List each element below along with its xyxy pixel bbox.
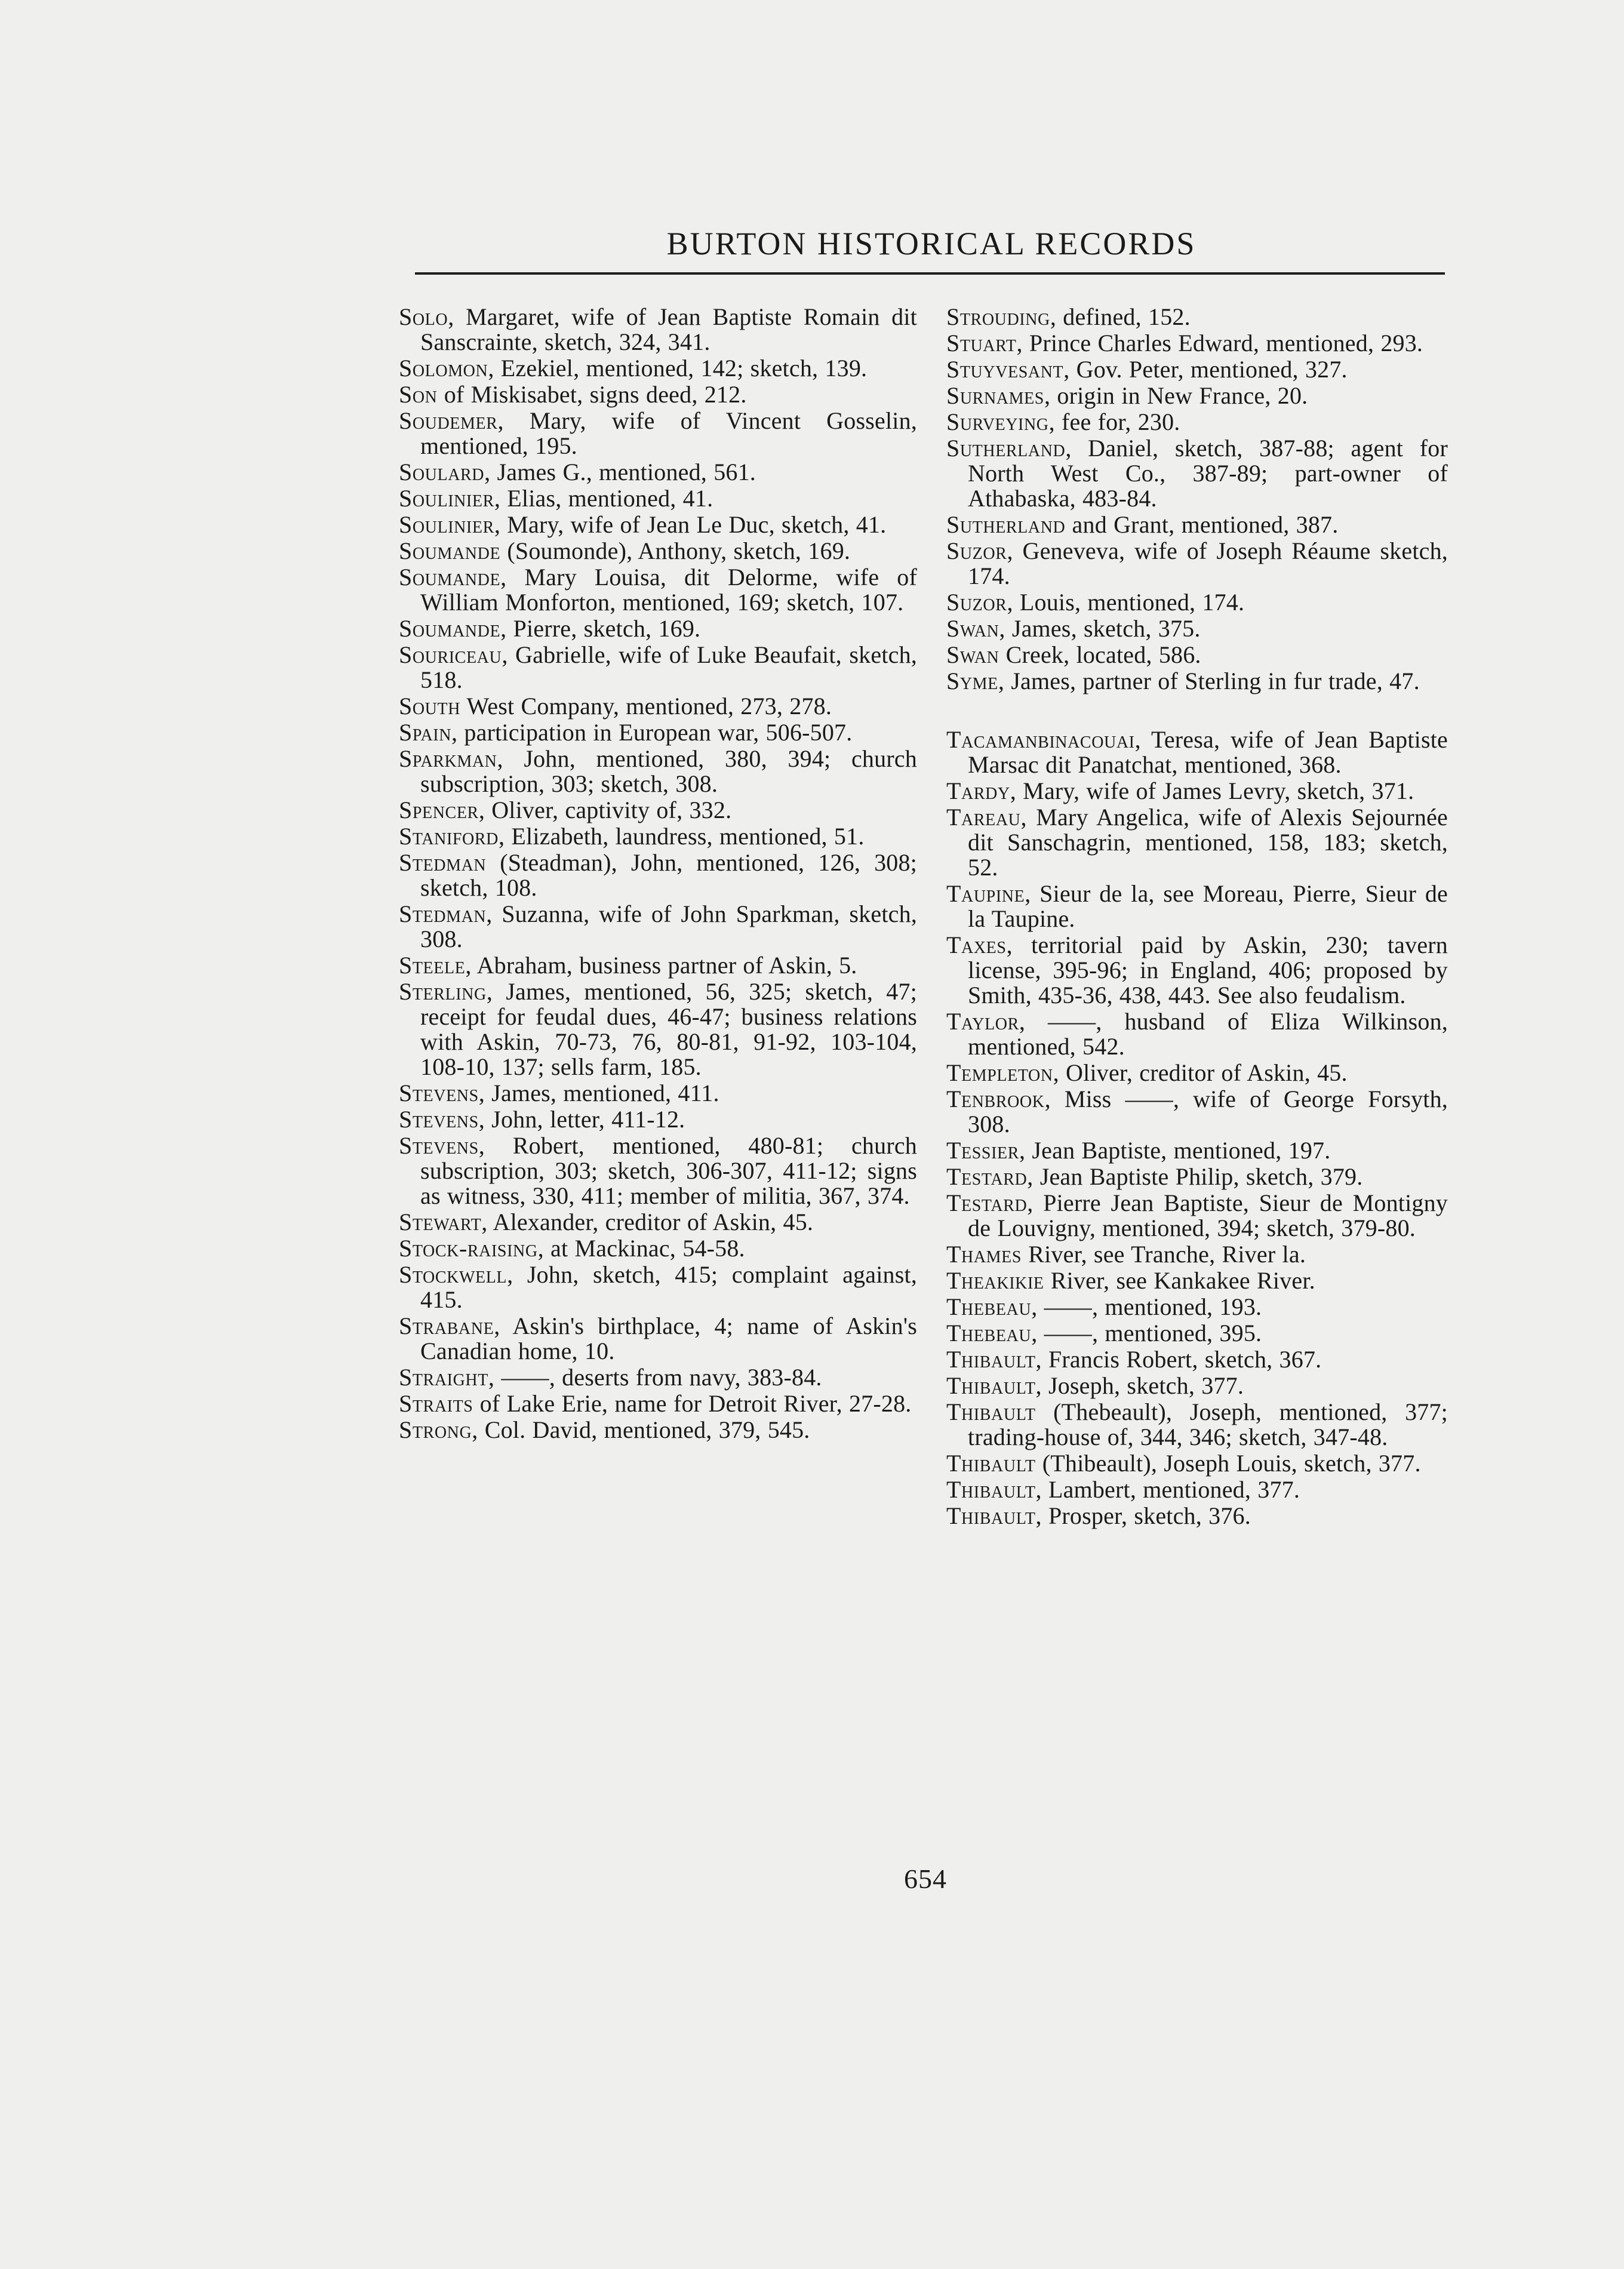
entry-heading: South [399, 693, 461, 720]
entry-heading: Soulard [399, 459, 485, 485]
index-entry [946, 669, 1448, 694]
entry-heading: Thames [946, 1241, 1022, 1268]
entry-text: , James, mentioned, 56, 325; sketch, 47; receipt for feudal dues, 46-47; business relations with Askin, 70-73, 76, 80-81, 91-92, 103-104, 108-10, 137; sells farm, 185. [420, 978, 917, 1080]
entry-heading: Spencer [399, 797, 479, 823]
entry-heading: Soulinier [399, 485, 494, 512]
index-entry [946, 512, 1448, 537]
entry-heading: Soumande [399, 564, 501, 591]
entry-text: , Mary Angelica, wife of Alexis Sejournée dit Sanschagrin, mentioned, 158, 183; sketch, 52. [968, 804, 1448, 881]
entry-heading: Spain [399, 719, 452, 746]
index-entry [399, 616, 917, 641]
entry-heading: Solomon [399, 355, 488, 382]
entry-heading: Straits [399, 1390, 473, 1417]
entry-text: , Elias, mentioned, 41. [494, 485, 713, 512]
index-entry [399, 979, 917, 1080]
entry-text: (Thibeault), Joseph Louis, sketch, 377. [1035, 1450, 1421, 1477]
entry-heading: Soumande [399, 615, 501, 642]
index-entry [946, 1321, 1448, 1346]
entry-text: , John, sketch, 415; complaint against, 415. [420, 1261, 917, 1313]
entry-text: , Pierre Jean Baptiste, Sieur de Montigny de Louvigny, mentioned, 394; sketch, 379-80. [968, 1189, 1448, 1241]
page-title: BURTON HISTORICAL RECORDS [666, 226, 1197, 262]
index-entry [946, 410, 1448, 435]
entry-text: , James G., mentioned, 561. [484, 459, 756, 485]
index-entry [399, 746, 917, 797]
index-entry [399, 565, 917, 615]
entry-text: , participation in European war, 506-507. [451, 719, 853, 746]
entry-heading: Swan [946, 641, 999, 668]
index-entry [399, 486, 917, 511]
entry-heading: Stedman [399, 849, 487, 876]
entry-text: and Grant, mentioned, 387. [1065, 511, 1339, 538]
index-entry [399, 1081, 917, 1106]
entry-heading: Tacamanbinacouai [946, 726, 1135, 753]
index-entry [946, 933, 1448, 1008]
index-entry [399, 408, 917, 459]
entry-text: , Mary, wife of Jean Le Duc, sketch, 41. [494, 511, 887, 538]
index-entry [946, 881, 1448, 931]
entry-heading: Staniford [399, 823, 499, 850]
entry-text: , Suzanna, wife of John Sparkman, sketch, 308. [420, 900, 917, 952]
entry-text: , Margaret, wife of Jean Baptiste Romain dit Sanscrainte, sketch, 324, 341. [420, 303, 917, 355]
entry-text: , John, letter, 411-12. [478, 1106, 685, 1133]
index-entry [399, 1236, 917, 1261]
index-entry [946, 805, 1448, 880]
entry-text: , Lambert, mentioned, 377. [1035, 1476, 1300, 1503]
index-entry [399, 1418, 917, 1443]
index-entry [399, 902, 917, 952]
entry-heading: Testard [946, 1189, 1028, 1216]
entry-heading: Swan [946, 615, 999, 642]
entry-heading: Templeton [946, 1059, 1053, 1086]
entry-heading: Stuyvesant [946, 356, 1064, 383]
entry-heading: Testard [946, 1163, 1028, 1190]
page-number: 654 [904, 1864, 947, 1894]
entry-text: , Col. David, mentioned, 379, 545. [472, 1416, 810, 1443]
index-entry [946, 616, 1448, 641]
entry-text: , Francis Robert, sketch, 367. [1035, 1346, 1322, 1373]
entry-text: , Oliver, creditor of Askin, 45. [1053, 1059, 1348, 1086]
index-entry [946, 1451, 1448, 1476]
entry-heading: Straight [399, 1364, 488, 1391]
index-entry [399, 1365, 917, 1390]
entry-text: , territorial paid by Askin, 230; tavern license, 395-96; in England, 406; proposed by Smith, 435-36, 438, 443. See also feudalism. [968, 931, 1448, 1009]
entry-text: , Ezekiel, mentioned, 142; sketch, 139. [488, 355, 868, 382]
index-entry [399, 850, 917, 900]
entry-heading: Tareau [946, 804, 1021, 831]
entry-heading: Thibault [946, 1502, 1036, 1529]
entry-text: , Askin's birthplace, 4; name of Askin's Canadian home, 10. [420, 1312, 917, 1364]
index-entry [399, 798, 917, 823]
entry-text: , Jean Baptiste Philip, sketch, 379. [1027, 1163, 1363, 1190]
entry-heading: Stockwell [399, 1261, 508, 1288]
entry-text: , Joseph, sketch, 377. [1035, 1372, 1244, 1399]
entry-heading: Stevens [399, 1106, 479, 1133]
entry-text: Creek, located, 586. [999, 641, 1201, 668]
entry-text: (Steadman), John, mentioned, 126, 308; sketch, 108. [420, 849, 917, 901]
index-entry [946, 1087, 1448, 1137]
index-entry [399, 356, 917, 381]
index-entry [946, 1060, 1448, 1086]
entry-text: , fee for, 230. [1048, 408, 1180, 435]
index-entry [399, 1391, 917, 1416]
entry-heading: Soudemer [399, 407, 498, 434]
index-entry [399, 1210, 917, 1235]
entry-heading: Sterling [399, 978, 487, 1005]
entry-heading: Stuart [946, 330, 1017, 356]
entry-heading: Son [399, 381, 438, 408]
index-entry [946, 357, 1448, 382]
index-entry [946, 642, 1448, 668]
entry-text: , Mary Louisa, dit Delorme, wife of William Monforton, mentioned, 169; sketch, 107. [420, 564, 917, 616]
entry-heading: Syme [946, 668, 998, 694]
entry-heading: Strong [399, 1416, 472, 1443]
entry-heading: Stedman [399, 900, 487, 927]
entry-text: , ——, husband of Eliza Wilkinson, mentioned, 542. [968, 1008, 1448, 1060]
entry-text: of Miskisabet, signs deed, 212. [437, 381, 747, 408]
index-entry [946, 1504, 1448, 1529]
index-entry [399, 1262, 917, 1312]
entry-heading: Thebeau [946, 1293, 1032, 1320]
index-entry [399, 539, 917, 564]
index-entry [946, 331, 1448, 356]
entry-heading: Thibault [946, 1372, 1036, 1399]
index-entry [399, 642, 917, 693]
entry-heading: Taylor [946, 1008, 1019, 1035]
index-entry [399, 824, 917, 849]
entry-text: , ——, mentioned, 193. [1031, 1293, 1262, 1320]
entry-heading: Steele [399, 952, 466, 979]
entry-text: West Company, mentioned, 273, 278. [460, 693, 832, 720]
entry-text: (Thebeault), Joseph, mentioned, 377; trading-house of, 344, 346; sketch, 347-48. [968, 1398, 1448, 1450]
index-column-left [399, 305, 917, 1444]
entry-text: River, see Kankakee River. [1044, 1267, 1315, 1294]
entry-text: , Elizabeth, laundress, mentioned, 51. [498, 823, 865, 850]
entry-text: , Robert, mentioned, 480-81; church subscription, 303; sketch, 306-307, 411-12; signs as witness, 330, 411; member of militia, 367, 374. [420, 1132, 917, 1209]
entry-heading: Tardy [946, 777, 1010, 804]
entry-text: , Prosper, sketch, 376. [1035, 1502, 1251, 1529]
entry-text: , James, partner of Sterling in fur trade, 47. [998, 668, 1420, 694]
index-entry [946, 539, 1448, 589]
index-entry [946, 1400, 1448, 1450]
index-entry [399, 720, 917, 745]
entry-heading: Surnames [946, 382, 1044, 409]
entry-text: , Alexander, creditor of Askin, 45. [481, 1209, 814, 1235]
index-entry [946, 1242, 1448, 1267]
entry-text: , Geneveva, wife of Joseph Réaume sketch, 174. [968, 537, 1448, 589]
index-entry [946, 383, 1448, 408]
entry-heading: Strouding [946, 303, 1050, 330]
entry-text: , Miss ——, wife of George Forsyth, 308. [968, 1086, 1448, 1137]
entry-heading: Souriceau [399, 641, 502, 668]
index-entry [399, 460, 917, 485]
index-entry [946, 305, 1448, 330]
entry-text: , at Mackinac, 54-58. [537, 1235, 745, 1262]
entry-heading: Tenbrook [946, 1086, 1045, 1112]
entry-text: , Abraham, business partner of Askin, 5. [465, 952, 857, 979]
entry-text: , John, mentioned, 380, 394; church subscription, 303; sketch, 308. [420, 745, 917, 797]
index-entry [399, 1133, 917, 1209]
index-entry [946, 1295, 1448, 1320]
entry-text: , James, sketch, 375. [999, 615, 1201, 642]
index-entry [946, 1477, 1448, 1502]
entry-heading: Soulinier [399, 511, 494, 538]
entry-text: , Pierre, sketch, 169. [500, 615, 701, 642]
index-entry [399, 512, 917, 537]
entry-text: , Prince Charles Edward, mentioned, 293. [1016, 330, 1423, 356]
entry-heading: Thibault [946, 1476, 1036, 1503]
index-entry [946, 436, 1448, 511]
index-entry [399, 1107, 917, 1132]
entry-heading: Solo [399, 303, 448, 330]
entry-heading: Soumande [399, 537, 501, 564]
entry-heading: Sutherland [946, 511, 1066, 538]
entry-text: , James, mentioned, 411. [478, 1080, 719, 1106]
index-entry [946, 727, 1448, 777]
entry-text: , Louis, mentioned, 174. [1007, 589, 1245, 616]
entry-heading: Thebeau [946, 1320, 1032, 1346]
title-rule [415, 272, 1445, 275]
index-column-right [946, 305, 1448, 1530]
entry-text: , Gabrielle, wife of Luke Beaufait, sketch, 518. [420, 641, 917, 693]
index-entry [946, 1373, 1448, 1398]
entry-heading: Thibault [946, 1346, 1036, 1373]
index-entry [946, 1347, 1448, 1372]
entry-text: , Mary, wife of James Levry, sketch, 371. [1010, 777, 1414, 804]
index-entry [399, 694, 917, 719]
entry-heading: Strabane [399, 1312, 494, 1339]
entry-text: , Gov. Peter, mentioned, 327. [1063, 356, 1348, 383]
entry-heading: Thibault [946, 1398, 1036, 1425]
entry-text: , Jean Baptiste, mentioned, 197. [1019, 1137, 1331, 1164]
index-entry [946, 1268, 1448, 1293]
entry-heading: Suzor [946, 537, 1007, 564]
entry-heading: Theakikie [946, 1267, 1044, 1294]
entry-heading: Sutherland [946, 435, 1066, 462]
index-entry [946, 590, 1448, 615]
entry-text: , ——, mentioned, 395. [1031, 1320, 1262, 1346]
entry-text: , defined, 152. [1050, 303, 1191, 330]
entry-text: , Mary, wife of Vincent Gosselin, mentioned, 195. [420, 407, 917, 459]
entry-heading: Stewart [399, 1209, 482, 1235]
entry-heading: Surveying [946, 408, 1049, 435]
entry-text: , Teresa, wife of Jean Baptiste Marsac dit Panatchat, mentioned, 368. [968, 726, 1448, 778]
index-entry [946, 779, 1448, 804]
index-entry [399, 953, 917, 978]
entry-text: River, see Tranche, River la. [1022, 1241, 1306, 1268]
entry-heading: Stevens [399, 1080, 479, 1106]
index-entry [399, 1314, 917, 1364]
entry-heading: Taxes [946, 931, 1007, 958]
entry-text: , origin in New France, 20. [1044, 382, 1308, 409]
entry-heading: Suzor [946, 589, 1007, 616]
index-entry [946, 1191, 1448, 1241]
entry-heading: Thibault [946, 1450, 1036, 1477]
entry-heading: Stevens [399, 1132, 479, 1159]
entry-text: , Sieur de la, see Moreau, Pierre, Sieur de la Taupine. [968, 880, 1448, 932]
index-entry [946, 1164, 1448, 1189]
index-entry [399, 382, 917, 407]
entry-heading: Tessier [946, 1137, 1019, 1164]
entry-heading: Stock-raising [399, 1235, 538, 1262]
entry-text: , Oliver, captivity of, 332. [478, 797, 732, 823]
index-entry [946, 1138, 1448, 1163]
entry-text: , Daniel, sketch, 387-88; agent for North West Co., 387-89; part-owner of Athabaska, 483-84. [968, 435, 1448, 512]
index-entry [399, 305, 917, 355]
entry-heading: Sparkman [399, 745, 497, 772]
entry-heading: Taupine [946, 880, 1025, 907]
entry-text: (Soumonde), Anthony, sketch, 169. [500, 537, 851, 564]
entry-text: of Lake Erie, name for Detroit River, 27-28. [473, 1390, 912, 1417]
index-entry [946, 1009, 1448, 1059]
entry-text: , ——, deserts from navy, 383-84. [488, 1364, 822, 1391]
